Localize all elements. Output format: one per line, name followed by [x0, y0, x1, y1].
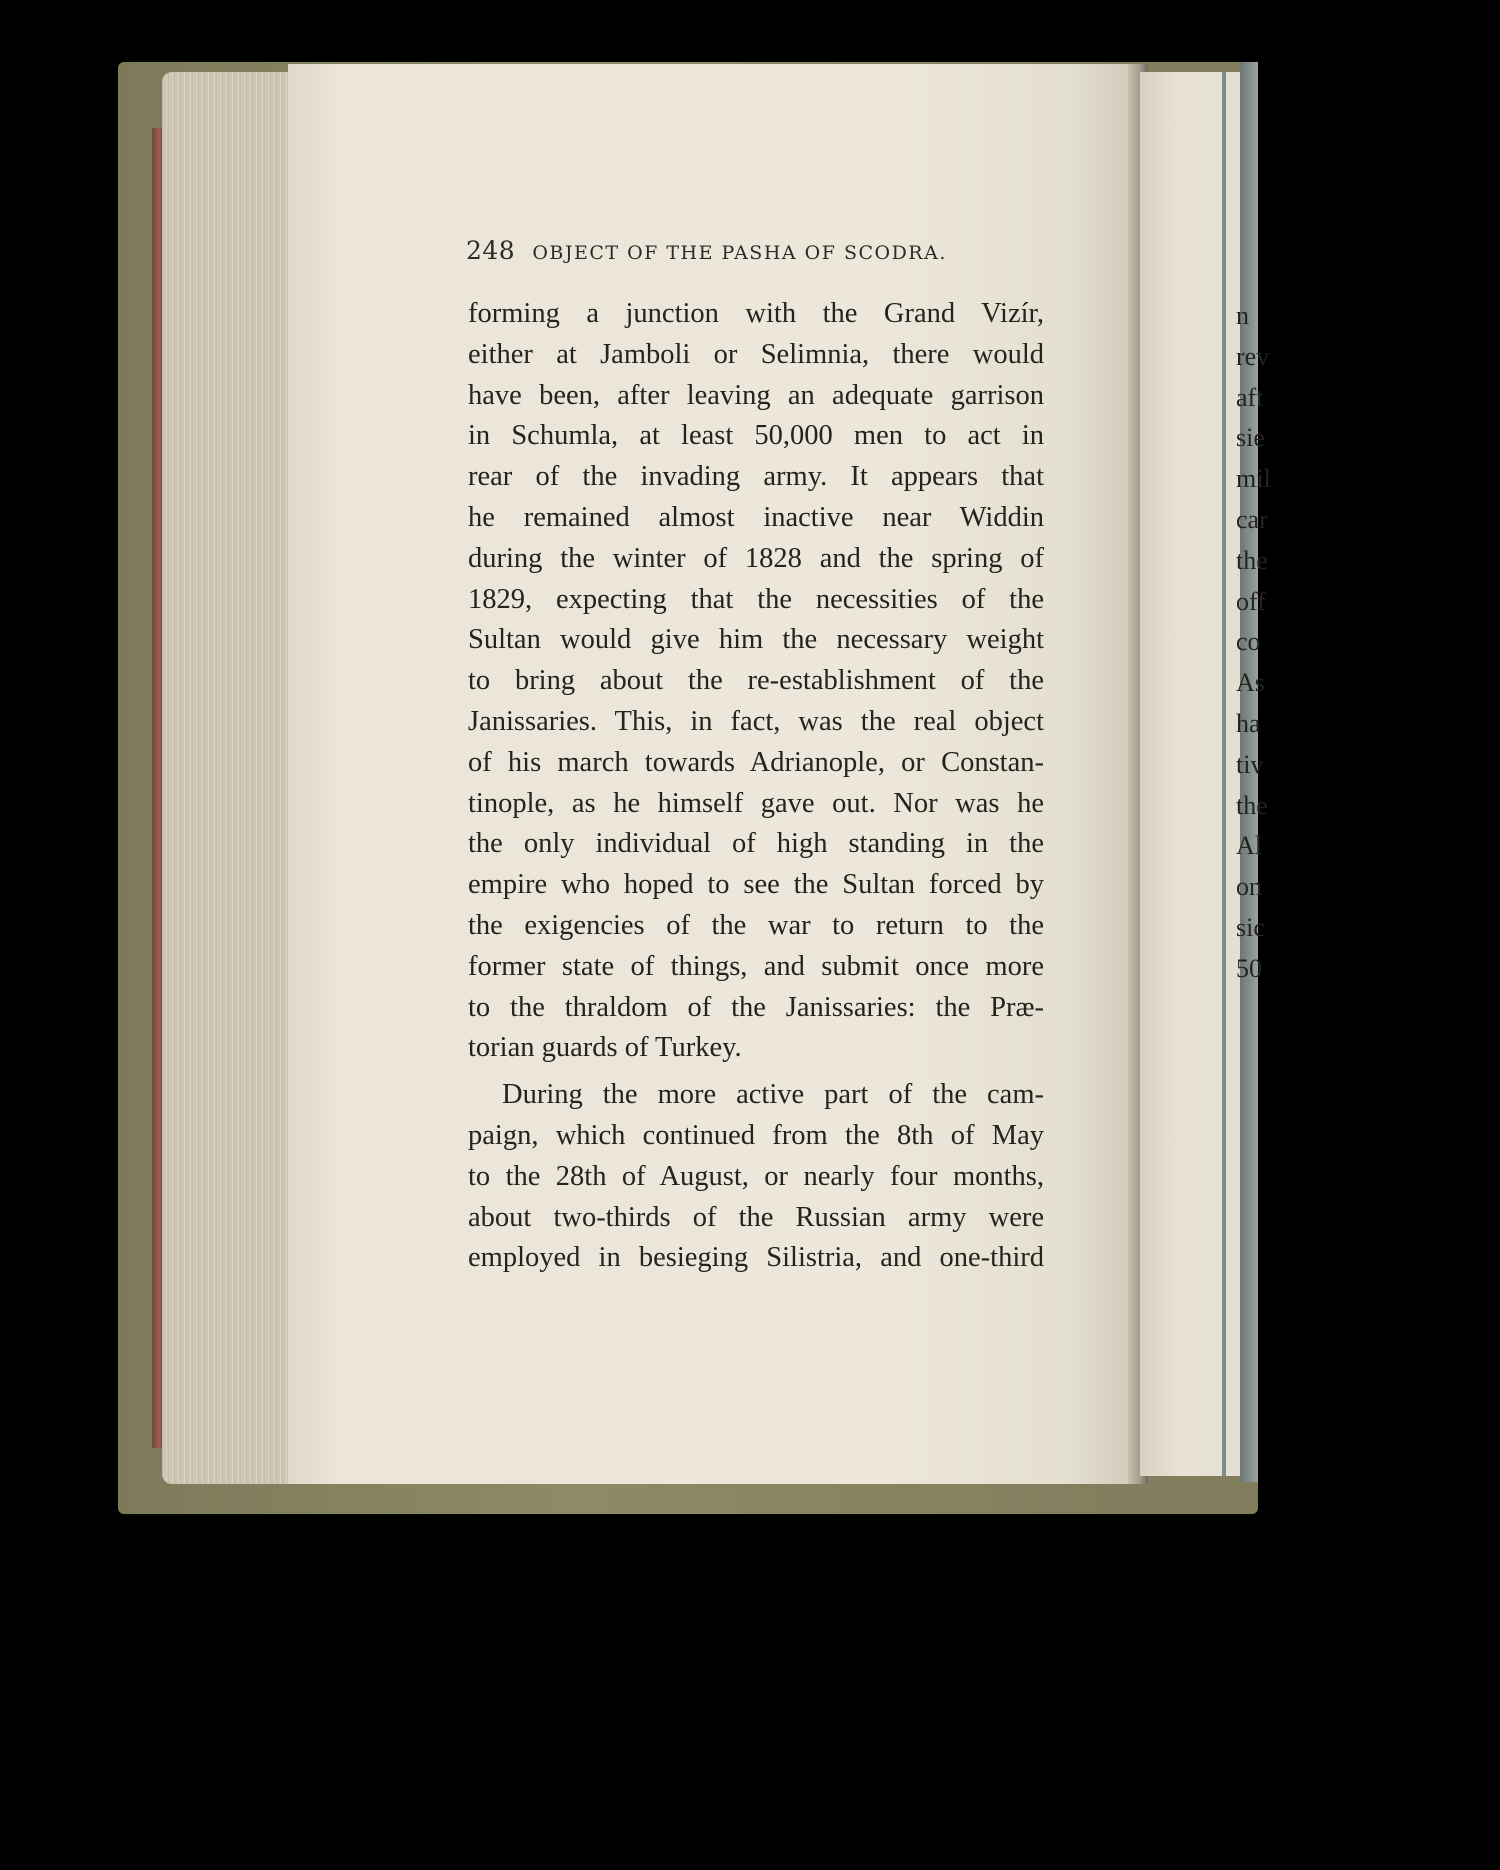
fragment: tiv [1236, 749, 1264, 779]
text-line: torian guards of Turkey. [468, 1032, 742, 1064]
fragment: n [1236, 301, 1249, 330]
fragment: mil [1236, 464, 1271, 494]
text-line: of his march towards Adrianople, or Constan- [468, 746, 1044, 778]
page-block-edges [162, 72, 294, 1484]
fragment: Al [1236, 831, 1262, 861]
paragraph-1 [468, 294, 1044, 1069]
right-page-text-fragments [1236, 296, 1271, 990]
fragment: the [1236, 545, 1268, 575]
text-line: the only individual of high standing in the [468, 828, 1044, 860]
fragment: rev [1236, 341, 1270, 371]
text-line: During the more active part of the cam- [502, 1079, 1044, 1111]
fragment: co [1236, 627, 1261, 657]
text-line: to the 28th of August, or nearly four months, [468, 1160, 1044, 1192]
text-line: to the thraldom of the Janissaries: the Præ- [468, 991, 1044, 1023]
text-line: either at Jamboli or Selimnia, there would [468, 338, 1044, 370]
fragment: ha [1236, 708, 1261, 738]
text-line: paign, which continued from the 8th of May [468, 1119, 1044, 1151]
fragment: on [1236, 872, 1262, 902]
text-line: empire who hoped to see the Sultan forced by [468, 869, 1044, 901]
running-head-title: OBJECT OF THE PASHA OF SCODRA. [532, 242, 947, 264]
fragment: As [1236, 668, 1265, 698]
fragment: sie [1236, 423, 1265, 453]
text-line: 1829, expecting that the necessities of the [468, 583, 1044, 615]
text-line: forming a junction with the Grand Vizír, [468, 298, 1044, 329]
fragment: sic [1236, 912, 1265, 942]
fragment: car [1236, 504, 1268, 534]
text-line: former state of things, and submit once more [468, 950, 1044, 982]
paragraph-2 [468, 1075, 1044, 1279]
text-line: in Schumla, at least 50,000 men to act in [468, 420, 1044, 452]
text-line: during the winter of 1828 and the spring of [468, 542, 1044, 574]
body-text [468, 294, 1044, 1279]
text-line: to bring about the re-establishment of the [468, 665, 1044, 697]
text-line: Sultan would give him the necessary weight [468, 624, 1044, 656]
text-line: Janissaries. This, in fact, was the real object [468, 705, 1044, 737]
text-line: employed in besieging Silistria, and one-third [468, 1242, 1044, 1274]
right-page-edge [1222, 72, 1226, 1476]
fragment: 50 [1236, 953, 1262, 983]
fragment: aft [1236, 382, 1264, 412]
text-line: he remained almost inactive near Widdin [468, 501, 1044, 533]
page-number: 248 [466, 236, 516, 265]
fragment: the [1236, 790, 1268, 820]
text-line: about two-thirds of the Russian army were [468, 1201, 1044, 1233]
text-line: have been, after leaving an adequate garrison [468, 379, 1044, 411]
running-head [466, 236, 1044, 265]
text-line: tinople, as he himself gave out. Nor was he [468, 787, 1044, 819]
fragment: off [1236, 586, 1266, 616]
text-line: the exigencies of the war to return to the [468, 909, 1044, 941]
text-line: rear of the invading army. It appears that [468, 461, 1044, 493]
